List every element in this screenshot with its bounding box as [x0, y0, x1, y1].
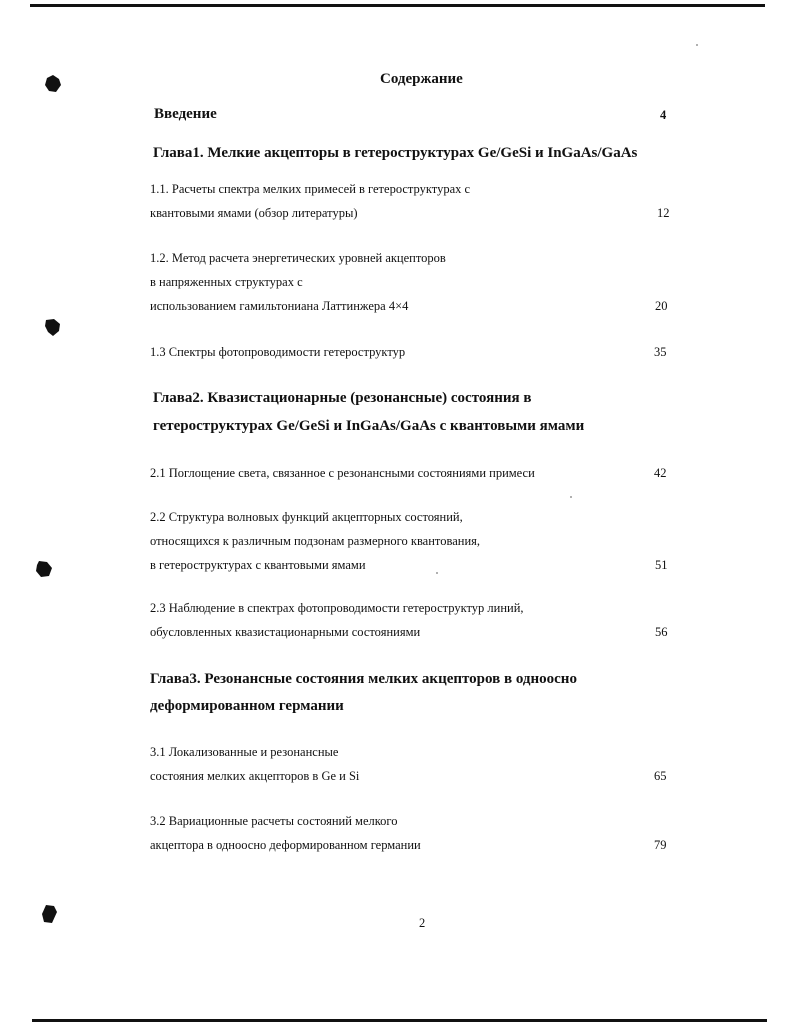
entry-1-1-line-2: квантовыми ямами (обзор литературы) [150, 206, 358, 220]
entry-2-2-line-2: относящихся к различным подзонам размерного квантования, [150, 534, 481, 548]
intro-page: 4 [660, 108, 667, 122]
entry-1-2-line-1: 1.2. Метод расчета энергетических уровней акцепторов [150, 251, 446, 265]
chapter-2-title-line-2: гетероструктурах Ge/GeSi и InGaAs/GaAs с квантовыми ямами [153, 418, 585, 434]
chapter-1-title: Глава1. Мелкие акцепторы в гетероструктурах Ge/GeSi и InGaAs/GaAs [153, 145, 638, 161]
toc-title: Содержание [380, 71, 463, 87]
chapter-3-title-line-2: деформированном германии [150, 698, 344, 714]
punch-hole-mark-icon [35, 559, 53, 579]
entry-1-1-line-1: 1.1. Расчеты спектра мелких примесей в гетероструктурах с [150, 182, 471, 196]
chapter-2-title-line-1: Глава2. Квазистационарные (резонансные) состояния в [153, 390, 532, 406]
entry-2-3-page: 56 [655, 625, 668, 639]
entry-1-2-line-3: использованием гамильтониана Латтинжера 4×4 [150, 299, 409, 313]
scan-speck [570, 496, 572, 498]
entry-1-1-page: 12 [657, 206, 670, 220]
entry-1-2-line-2: в напряженных структурах с [150, 275, 303, 289]
entry-3-1-line-1: 3.1 Локализованные и резонансные [150, 745, 339, 759]
punch-hole-mark-icon [44, 317, 62, 337]
entry-3-2-line-2: акцептора в одноосно деформированном германии [150, 838, 421, 852]
scan-speck [696, 44, 698, 46]
entry-3-1-line-2: состояния мелких акцепторов в Ge и Si [150, 769, 360, 783]
scan-border-bottom [32, 1019, 767, 1022]
punch-hole-mark-icon [44, 74, 62, 94]
entry-2-2-page: 51 [655, 558, 668, 572]
entry-2-1-page: 42 [654, 466, 667, 480]
entry-3-2-line-1: 3.2 Вариационные расчеты состояний мелкого [150, 814, 398, 828]
page-number: 2 [419, 916, 426, 930]
entry-2-3-line-2: обусловленных квазистационарными состояниями [150, 625, 421, 639]
scan-border-top [30, 4, 765, 7]
entry-1-3-line-1: 1.3 Спектры фотопроводимости гетероструктур [150, 345, 406, 359]
scan-speck [436, 572, 438, 574]
entry-2-3-line-1: 2.3 Наблюдение в спектрах фотопроводимости гетероструктур линий, [150, 601, 524, 615]
entry-2-1-line-1: 2.1 Поглощение света, связанное с резонансными состояниями примеси [150, 466, 535, 480]
chapter-3-title-line-1: Глава3. Резонансные состояния мелких акцепторов в одноосно [150, 671, 577, 687]
intro-label: Введение [154, 106, 217, 122]
entry-1-2-page: 20 [655, 299, 668, 313]
entry-2-2-line-3: в гетероструктурах с квантовыми ямами [150, 558, 366, 572]
entry-3-2-page: 79 [654, 838, 667, 852]
entry-1-3-page: 35 [654, 345, 667, 359]
entry-3-1-page: 65 [654, 769, 667, 783]
punch-hole-mark-icon [40, 904, 58, 924]
entry-2-2-line-1: 2.2 Структура волновых функций акцепторных состояний, [150, 510, 463, 524]
